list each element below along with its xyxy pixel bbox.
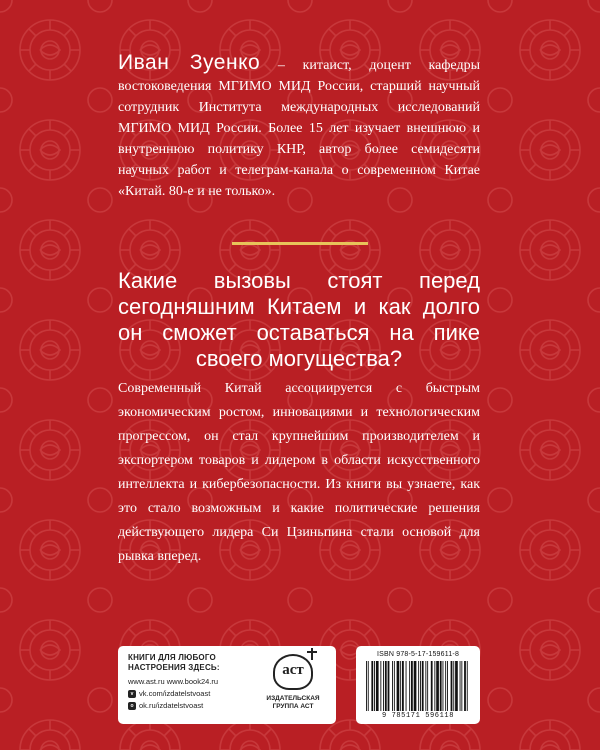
vk-icon: v xyxy=(128,690,136,698)
book-description: Современный Китай ассоциируется с быстрым экономическим ростом, инновациями и технологическим прогрессом, он стал крупнейшим производителем и экспортером товаров и лидером в области искусственного интеллекта и кибербезопасности. Из книги вы узнаете, как это стало возможным и какие политические решения действующего лидера Си Цзиньпина стали основой для рывка вперед. xyxy=(118,381,480,564)
promo-title-line1: КНИГИ ДЛЯ ЛЮБОГО xyxy=(128,653,216,662)
ast-logo-text: аст xyxy=(282,662,304,678)
ast-logo-mark xyxy=(273,654,313,690)
ast-caption-line1: ИЗДАТЕЛЬСКАЯ xyxy=(266,695,320,702)
barcode-number: 9 785171 596118 xyxy=(381,712,454,720)
barcode-icon xyxy=(364,661,472,713)
ok-link[interactable] xyxy=(128,700,256,712)
author-name: Иван Зуенко xyxy=(118,51,261,74)
ast-publisher-logo xyxy=(260,654,326,718)
author-bio-text: – китаист, доцент кафедры востоковедения МГИМО МИД России, старший научный сотрудник Института международных исследований МГИМО МИД России. Более 15 лет изучает внешнюю и внутреннюю политику КНР, автор более семидесяти научных работ и телеграм-канала о современном Китае «Китай. 80-е и не только». xyxy=(118,58,480,199)
gold-divider xyxy=(232,242,368,245)
isbn-label: ISBN 978-5-17-159611-8 xyxy=(376,651,460,658)
ast-caption-line2: ГРУППА АСТ xyxy=(272,703,314,710)
promo-websites[interactable]: www.ast.ru www.book24.ru xyxy=(128,677,219,686)
ok-icon: o xyxy=(128,702,136,710)
promo-title-line2: НАСТРОЕНИЯ ЗДЕСЬ: xyxy=(128,663,220,672)
vk-link[interactable] xyxy=(128,688,256,700)
vk-link-text[interactable]: vk.com/izdatelstvoast xyxy=(139,689,211,698)
publisher-promo-panel xyxy=(118,646,336,724)
ok-link-text[interactable]: ok.ru/izdatelstvoast xyxy=(139,701,204,710)
cross-icon xyxy=(307,648,317,660)
author-bio xyxy=(118,52,480,202)
headline-question: Какие вызовы стоят перед сегодняшним Китаем и как долго он сможет оставаться на пике своего могущества? xyxy=(118,268,480,371)
isbn-barcode-panel xyxy=(356,646,480,724)
